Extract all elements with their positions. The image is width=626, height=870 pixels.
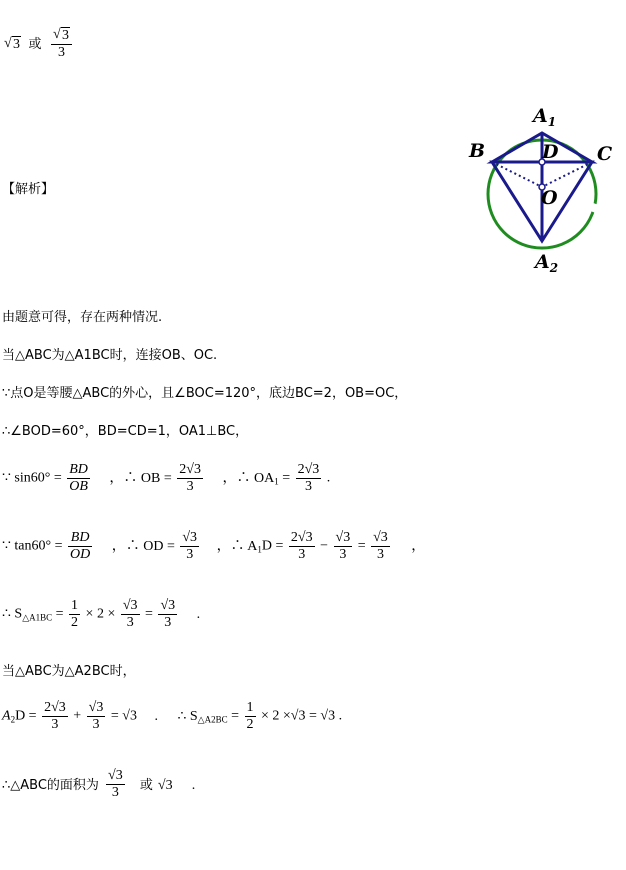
fraction-half-2: $\frac{1}{2}$ [246,700,254,732]
sqrt: √ 3 [4,37,21,53]
label-c: C [597,143,612,165]
fraction-bd-od: $\frac{BD}{OD}$ [70,530,91,562]
fraction-final: $\frac{√3}{3}$ [108,768,123,800]
fraction-area-2: $\frac{√3}{3}$ [160,598,176,630]
line-sin60: ∵ sin60° = $\frac{BD}{OB}$ ，∴ OB = $\frac{2√3}{3}$ ，∴ $OA_1$ = $\frac{2√3}{3}$ . [2,462,331,494]
fraction-bd-ob: $\frac{BD}{OB}$ [69,462,88,494]
analysis-heading: 【解析】 [2,182,55,197]
fraction-a2d-1: $\frac{2√3}{3}$ [44,700,66,732]
line-tan60: ∵ tan60° = $\frac{BD}{OD}$ ，∴ OD = $\frac{√3}{3}$ ，∴ $A_1D$ = $\frac{2√3}{3}$ − $\frac{√3}{3}$ = $\frac{√3}{3}$ ， [2,530,426,562]
fraction-s3-3: $\frac{√3}{3}$ [182,530,198,562]
line-circumcenter: ∵点O是等腰△ABC的外心，且∠BOC=120°，底边BC=2，OB=OC， [2,386,408,401]
or-text: 或 [28,36,42,52]
label-d: D [542,141,559,163]
line-case-one: 当△ABC为△A1BC时，连接OB、OC. [2,348,218,363]
answer-fraction: √ $\frac{3}{3}$ [51,28,72,61]
fraction-half: $\frac{1}{2}$ [71,598,79,630]
geometry-figure [462,100,612,280]
line-area-a1bc: ∴ $S_{\triangle A1BC}$ = $\frac{1}{2}$ × 2 × $\frac{√3}{3}$ = $\frac{√3}{3}$ . [2,598,201,630]
fraction-a2d-2: $\frac{√3}{3}$ [88,700,104,732]
fraction-a1d-3: $\frac{√3}{3}$ [373,530,388,562]
label-a2: $A_2$ [535,251,559,275]
fraction-a1d-2: $\frac{√3}{3}$ [335,530,351,562]
line-case-two: 当△ABC为△A2BC时， [2,664,136,679]
answer-line [4,28,74,61]
line-angle-bod: ∴∠BOD=60°，BD=CD=1，OA1⊥BC， [2,424,249,439]
label-o: O [541,187,558,209]
fraction-2s3-3: $\frac{2√3}{3}$ [179,462,201,494]
label-b: B [469,140,486,162]
line-two-cases: 由题意可得，存在两种情况. [2,310,163,325]
fraction-a1d-1: $\frac{2√3}{3}$ [290,530,313,562]
fraction-oa1: $\frac{2√3}{3}$ [297,462,320,494]
label-a1: $A_1$ [533,105,557,129]
fraction-area-1: $\frac{√3}{3}$ [122,598,138,630]
line-final: ∴△ABC的面积为 $\frac{√3}{3}$ 或 √3 . [2,768,196,800]
line-a2d: $A_2D$ = $\frac{2√3}{3}$ + $\frac{√3}{3}$ = √3 . ∴ $S_{\triangle A2BC}$ = $\frac{1}{2}$ × 2 ×√3 = √3 . [2,700,343,732]
circle-gap [593,204,596,212]
